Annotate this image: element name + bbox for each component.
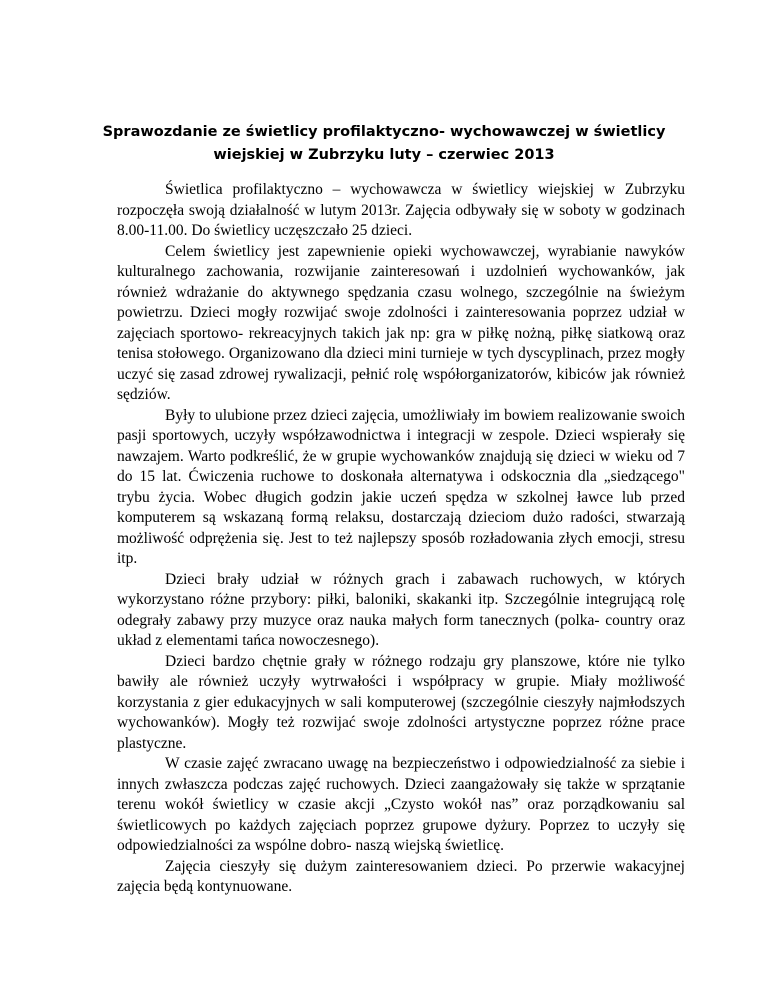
paragraph-3: Były to ulubione przez dzieci zajęcia, umożliwiały im bowiem realizowanie swoich pasji sportowych, uczyły współzawodnictwa i integracji w zespole. Dzieci wspierały się nawzajem. Warto podkreślić, że w grupie wychowanków znajdują się dzieci w wieku od 7 do 15 lat. Ćwiczenia ruchowe to doskonała alternatywa i odskocznia dla „siedzącego" trybu życia. Wobec długich godzin jakie uczeń spędza w szkolnej ławce lub przed komputerem są wskazaną formą relaksu, dostarczają dzieciom dużo radości, stwarzają możliwość odprężenia się. Jest to też najlepszy sposób rozładowania złych emocji, stresu itp. (117, 406, 685, 567)
paragraph-6: W czasie zajęć zwracano uwagę na bezpieczeństwo i odpowiedzialność za siebie i innych zwłaszcza podczas zajęć ruchowych. Dzieci zaangażowały się także w sprzątanie terenu wokół świetlicy w czasie akcji „Czysto wokół nas” oraz porządkowaniu sal świetlicowych po każdych zajęciach poprzez grupowe dyżury. Poprzez to uczyły się odpowiedzialności za wspólne dobro- naszą wiejską świetlicę. (117, 755, 685, 854)
paragraph-4: Dzieci brały udział w różnych grach i zabawach ruchowych, w których wykorzystano różne przybory: piłki, baloniki, skakanki itp. Szczególnie integrującą rolę odegrały zabawy przy muzyce oraz nauka małych form tanecznych (polka- country oraz układ z elementami tańca nowoczesnego). (117, 570, 685, 649)
paragraph-7: Zajęcia cieszyły się dużym zainteresowaniem dzieci. Po przerwie wakacyjnej zajęcia będą kontynuowane. (117, 857, 685, 895)
paragraph-2: Celem świetlicy jest zapewnienie opieki wychowawczej, wyrabianie nawyków kulturalnego zachowania, rozwijanie zainteresowań i uzdolnień wychowanków, jak również wdrażanie do aktywnego spędzania czasu wolnego, szczególnie na świeżym powietrzu. Dzieci mogły rozwijać swoje zdolności i zainteresowania poprzez udział w zajęciach sportowo- rekreacyjnych takich jak np: gra w piłkę nożną, piłkę siatkową oraz tenisa stołowego. Organizowano dla dzieci mini turnieje w tych dyscyplinach, przez mogły uczyć się zasad zdrowej rywalizacji, pełnić rolę współorganizatorów, kibiców jak również sędziów. (117, 242, 685, 403)
document-title: Sprawozdanie ze świetlicy profilaktyczno- wychowawczej w świetlicy wiejskiej w Zubrzyku luty – czerwiec 2013 (102, 124, 666, 163)
paragraph-5: Dzieci bardzo chętnie grały w różnego rodzaju gry planszowe, które nie tylko bawiły ale również uczyły wytrwałości i współpracy w grupie. Miały możliwość korzystania z gier edukacyjnych w sali komputerowej (szczególnie cieszyły najmłodszych wychowanków). Mogły też rozwijać swoje zdolności artystyczne poprzez różne prace plastyczne. (117, 652, 685, 752)
document-body (117, 180, 685, 898)
paragraph-1: Świetlica profilaktyczno – wychowawcza w świetlicy wiejskiej w Zubrzyku rozpoczęła swoją działalność w lutym 2013r. Zajęcia odbywały się w soboty w godzinach 8.00-11.00. Do świetlicy uczęszczało 25 dzieci. (117, 181, 685, 239)
